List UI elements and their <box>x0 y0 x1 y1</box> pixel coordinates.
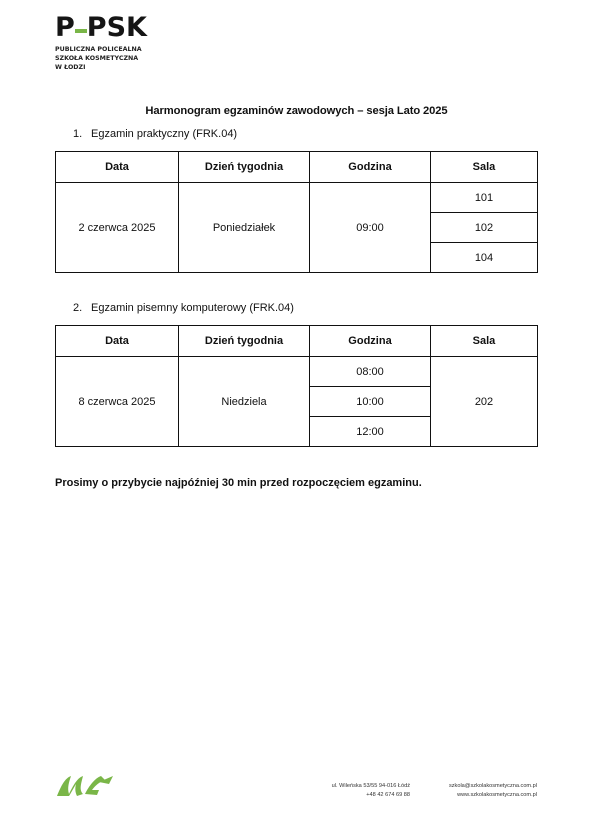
exam-time: 09:00 <box>310 183 431 273</box>
room-cell: 101 <box>431 183 538 213</box>
footer-phone: +48 42 674 69 88 <box>366 791 410 798</box>
header-time: Godzina <box>310 326 431 357</box>
logo-mark <box>55 14 147 41</box>
footer-website[interactable]: www.szkolakosmetyczna.com.pl <box>457 791 537 798</box>
section2-heading <box>73 302 294 314</box>
table-row <box>56 357 538 387</box>
section1-heading <box>73 128 237 140</box>
footer-address: ul. Wileńska 53/55 94-016 Łódź <box>331 783 410 789</box>
table-header-row <box>56 326 538 357</box>
logo-dash <box>75 29 87 33</box>
arrival-note: Prosimy o przybycie najpóźniej 30 min przed rozpoczęciem egzaminu. <box>55 477 422 489</box>
exam-date: 2 czerwca 2025 <box>56 183 179 273</box>
header-day: Dzień tygodnia <box>179 326 310 357</box>
header-time: Godzina <box>310 152 431 183</box>
table-row <box>56 183 538 213</box>
exam-date: 8 czerwca 2025 <box>56 357 179 447</box>
header-date: Data <box>56 326 179 357</box>
document-title: Harmonogram egzaminów zawodowych – sesja Lato 2025 <box>145 105 448 117</box>
logo-line: SZKOŁA KOSMETYCZNA <box>55 54 139 62</box>
logo-line: PUBLICZNA POLICEALNA <box>55 46 142 53</box>
logo-mark-right: PSK <box>86 12 147 43</box>
footer-address-block <box>313 782 410 799</box>
room-cell: 102 <box>431 213 538 243</box>
section1-number: 1. <box>73 128 83 140</box>
logo-subtitle <box>55 46 147 72</box>
header-room: Sala <box>431 152 538 183</box>
footer-email[interactable]: szkola@szkolakosmetyczna.com.pl <box>448 783 537 789</box>
header-date: Data <box>56 152 179 183</box>
time-cell: 12:00 <box>310 417 431 447</box>
practical-exam-table <box>55 151 538 273</box>
school-logo <box>55 14 147 72</box>
exam-day: Poniedziałek <box>179 183 310 273</box>
header-room: Sala <box>431 326 538 357</box>
time-cell: 08:00 <box>310 357 431 387</box>
time-cell: 10:00 <box>310 387 431 417</box>
exam-room: 202 <box>431 357 538 447</box>
logo-mark-left: P <box>55 12 75 43</box>
header-day: Dzień tygodnia <box>179 152 310 183</box>
computer-exam-table <box>55 325 538 447</box>
logo-line: W ŁODZI <box>55 63 86 71</box>
exam-day: Niedziela <box>179 357 310 447</box>
section2-number: 2. <box>73 302 83 314</box>
table-header-row <box>56 152 538 183</box>
room-cell: 104 <box>431 243 538 273</box>
section2-label: Egzamin pisemny komputerowy (FRK.04) <box>91 302 294 314</box>
footer-logo-icon <box>55 772 115 803</box>
section1-label: Egzamin praktyczny (FRK.04) <box>91 128 238 140</box>
footer-contact-block <box>430 782 537 799</box>
